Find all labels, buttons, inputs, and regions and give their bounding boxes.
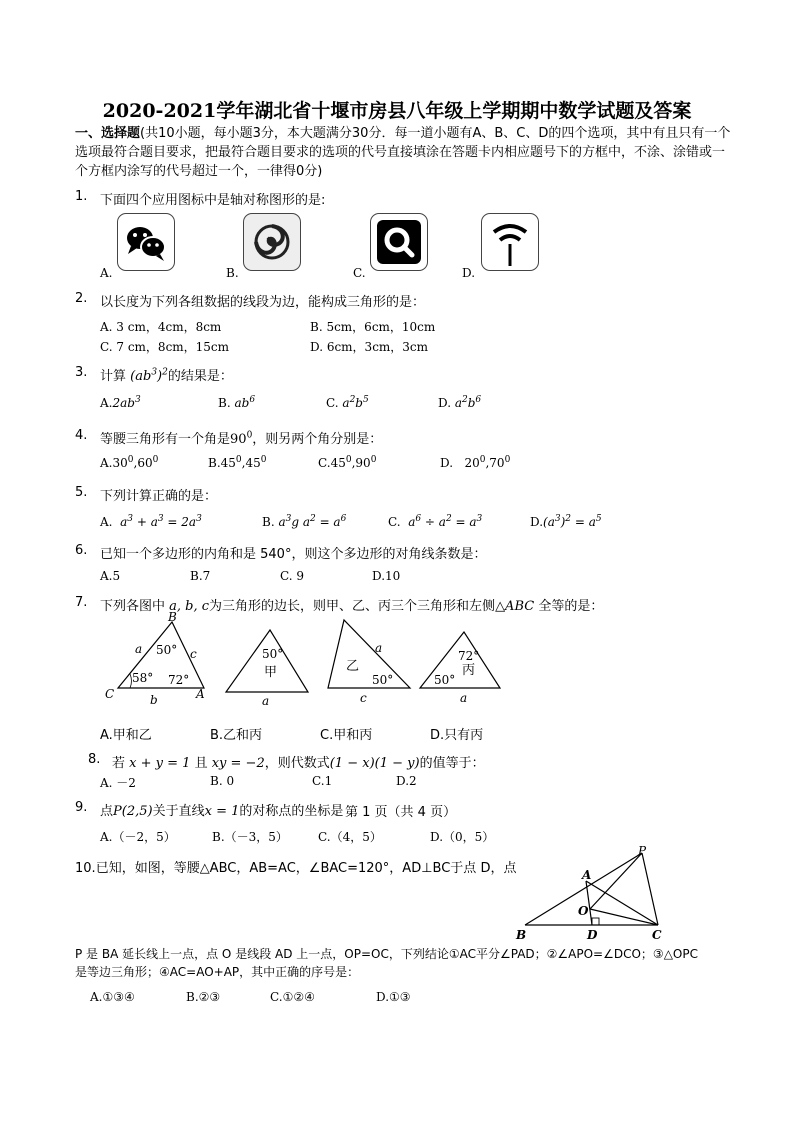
q7-option-d: D.只有丙	[430, 728, 484, 743]
label-angle-b: 50°	[156, 643, 178, 657]
label-vertex-a: A	[196, 687, 205, 701]
section-heading: 一、选择题	[75, 126, 141, 141]
q9-option-d: D.（0，5）	[430, 830, 495, 844]
search-icon	[370, 213, 428, 271]
question-4-text: 等腰三角形有一个角是$90^0$，则另两个角分别是：	[100, 430, 383, 447]
q1-option-b-label: B.	[226, 266, 239, 280]
question-9-text: 点P(2,5)关于直线x = 1的对称点的坐标是	[100, 804, 344, 819]
question-8-number: 8.	[88, 752, 101, 767]
question-7-number: 7.	[75, 595, 88, 610]
q7-option-a: A.甲和乙	[100, 728, 152, 743]
q6-option-a: A.5	[100, 569, 121, 583]
question-8-text: 若 x + y = 1 且 xy = −2，则代数式(1 − x)(1 − y)的值等于：	[112, 756, 485, 771]
q2-option-b: B. 5cm，6cm，10cm	[310, 320, 436, 334]
q10-option-d: D.①③	[376, 990, 411, 1004]
label-point-p: P	[638, 845, 647, 858]
q6-option-c: C. 9	[280, 569, 305, 583]
question-7-text: 下列各图中 a, b, c为三角形的边长，则甲、乙、丙三个三角形和左侧△ABC 全等的是：	[100, 599, 604, 614]
label-bing: 丙	[462, 663, 476, 678]
question-10-text-line3: 是等边三角形；④AC=AO+AP，其中正确的序号是：	[75, 965, 360, 979]
q10-geometry-figure	[510, 845, 680, 945]
question-5-text: 下列计算正确的是：	[100, 489, 218, 504]
section-instructions	[75, 124, 735, 181]
q3-text-before: 计算	[100, 369, 127, 384]
q1-option-a-label: A.	[100, 266, 113, 280]
page-title: 2020-2021学年湖北省十堰市房县八年级上学期期中数学试题及答案	[102, 100, 692, 122]
label-side-c: c	[190, 647, 197, 661]
q3-text-after: 的结果是：	[167, 369, 233, 384]
label-angle-c: 58°	[132, 671, 154, 685]
question-10-text-line2: P 是 BA 延长线上一点，点 O 是线段 AD 上一点，OP=OC，下列结论①AC平分∠PAD；②∠APO=∠DCO；③△OPC	[75, 947, 698, 961]
label-point-o: O	[578, 904, 589, 918]
question-2-text: 以长度为下列各组数据的线段为边，能构成三角形的是：	[100, 295, 426, 310]
label-jia-angle: 50°	[262, 647, 284, 661]
label-side-a: a	[135, 642, 143, 656]
label-point-b: B	[516, 928, 527, 942]
page-footer: 第 1 页（共 4 页）	[345, 805, 457, 820]
q9-option-a: A.（－2，5）	[100, 830, 176, 844]
triangle-jia	[226, 630, 308, 692]
q4-option-b: $B.45^0,45^0$	[208, 455, 267, 470]
wifi-signal-icon	[481, 213, 539, 271]
q5-option-a: A. $a^3 + a^3 = 2a^3$	[100, 514, 202, 529]
label-angle-a: 72°	[168, 673, 190, 687]
q5-option-b: B. $a^3g$ $a^2 = a^6$	[262, 514, 347, 529]
question-1-text: 下面四个应用图标中是轴对称图形的是:	[100, 193, 326, 208]
question-6-number: 6.	[75, 543, 88, 558]
label-jia-side: a	[262, 694, 270, 708]
label-bing-angle-50: 50°	[434, 673, 456, 687]
question-2-number: 2.	[75, 291, 88, 306]
q8-option-d: D.2	[396, 774, 417, 788]
q9-option-c: C.（4，5）	[318, 830, 382, 844]
label-yi-angle: 50°	[372, 673, 394, 687]
q9-option-b: B.（－3，5）	[212, 830, 288, 844]
question-10-text-line1: 10.已知，如图，等腰△ABC，AB=AC，∠BAC=120°，AD⊥BC于点 D，点	[75, 861, 517, 876]
question-6-text: 已知一个多边形的内角和是 540°，则这个多边形的对角线条数是：	[100, 547, 487, 562]
q7-triangle-figures	[100, 608, 520, 713]
label-bing-side: a	[460, 691, 468, 705]
q3-option-b: B. $ab^6$	[218, 395, 256, 410]
q5-option-d: $D.(a^3)^2 = a^5$	[530, 514, 602, 529]
q3-option-a: $A.2ab^3$	[100, 395, 141, 410]
q7-option-c: C.甲和丙	[320, 728, 373, 743]
wechat-icon	[117, 213, 175, 271]
label-point-c: C	[652, 928, 662, 942]
q2-option-c: C. 7 cm，8cm，15cm	[100, 340, 230, 354]
q4-option-c: $C.45^0,90^0$	[318, 455, 377, 470]
q3-expression: $(ab^3)^2$	[130, 367, 168, 384]
q4-option-d: D. $20^0,70^0$	[440, 455, 511, 470]
question-5-number: 5.	[75, 485, 88, 500]
triangle-yi	[328, 620, 410, 688]
q1-option-c-label: C.	[353, 266, 366, 280]
label-side-b: b	[150, 693, 158, 707]
section-instructions-text: (共10小题，每小题3分，本大题满分30分．每一道小题有A、B、C、D的四个选项，其中有且只有一个选项最符合题目要求，把最符合题目要求的选项的代号直接填涂在答题卡内相应题号下的方框中，不涂、涂错或一个方框内涂写的代号超过一个，一律得0分)	[75, 126, 731, 179]
label-yi-side-a: a	[375, 641, 383, 655]
label-bing-angle-72: 72°	[458, 649, 480, 663]
question-9-number: 9.	[75, 800, 88, 815]
q8-option-a: A. －2	[100, 776, 136, 790]
label-jia: 甲	[264, 665, 278, 680]
label-yi-side-c: c	[360, 691, 367, 705]
q5-option-c: C. $a^6 \div a^2 = a^3$	[388, 514, 483, 529]
label-yi: 乙	[346, 659, 360, 674]
q4-option-a: $A.30^0,60^0$	[100, 455, 159, 470]
q7-option-b: B.乙和丙	[210, 728, 263, 743]
question-1-number: 1.	[75, 189, 88, 204]
q3-option-c: C. $a^2b^5$	[326, 395, 369, 410]
q8-option-c: C.1	[312, 774, 333, 788]
q10-option-c: C.①②④	[270, 990, 315, 1004]
q6-option-b: B.7	[190, 569, 211, 583]
label-vertex-b: B	[168, 610, 177, 624]
question-3-text	[100, 365, 233, 384]
q10-option-b: B.②③	[186, 990, 221, 1004]
label-vertex-c: C	[105, 687, 115, 701]
question-4-number: 4.	[75, 428, 88, 443]
spiral-icon	[243, 213, 301, 271]
q2-option-d: D. 6cm，3cm，3cm	[310, 340, 429, 354]
label-point-a: A	[582, 868, 592, 882]
q3-option-d: D. $a^2b^6$	[438, 395, 482, 410]
q8-option-b: B. 0	[210, 774, 235, 788]
label-point-d: D	[587, 928, 598, 942]
q2-option-a: A. 3 cm，4cm，8cm	[100, 320, 222, 334]
q1-option-d-label: D.	[462, 266, 476, 280]
q6-option-d: D.10	[372, 569, 401, 583]
q10-option-a: A.①③④	[90, 990, 135, 1004]
question-3-number: 3.	[75, 365, 88, 380]
